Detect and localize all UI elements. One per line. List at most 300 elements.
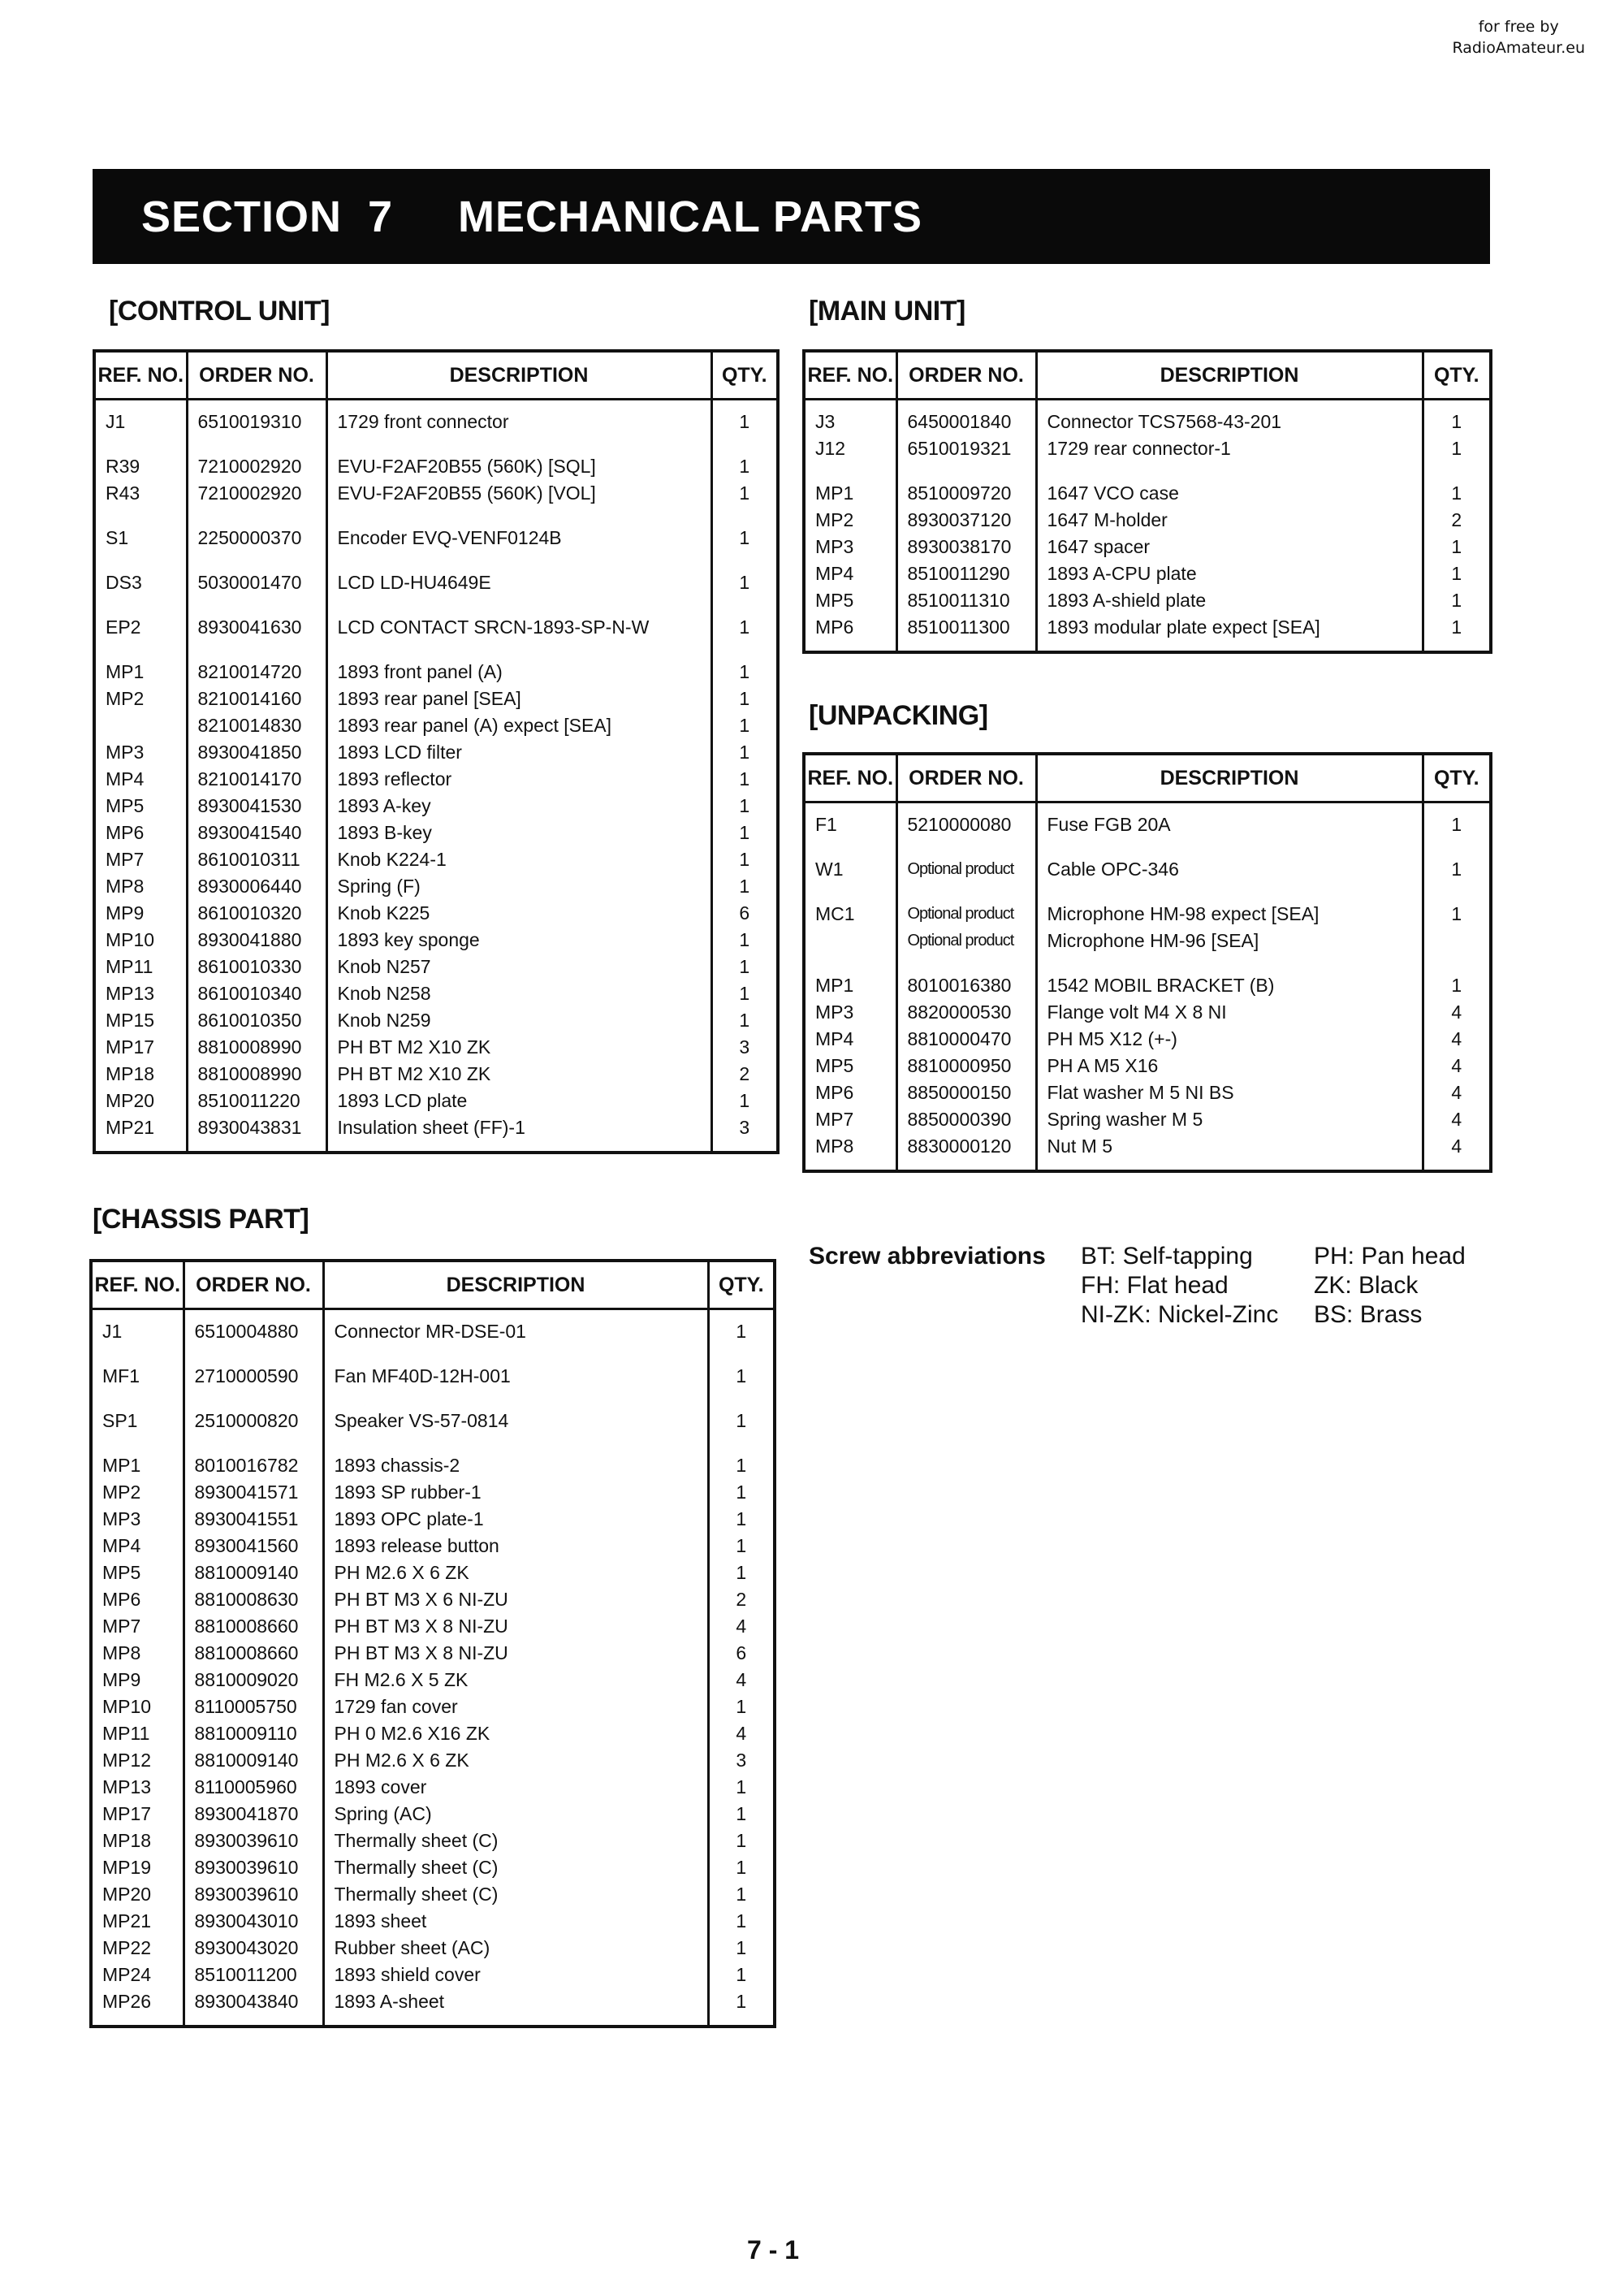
ref-no-cell: MP1 <box>91 1452 184 1479</box>
ref-no-cell: MF1 <box>91 1363 184 1390</box>
table-row <box>94 739 778 766</box>
order-no-cell: 8850000390 <box>896 1106 1036 1133</box>
qty-cell <box>1423 462 1491 480</box>
section-banner <box>93 169 1490 264</box>
ref-no-cell <box>804 954 896 972</box>
header-qty: QTY. <box>1423 351 1491 400</box>
order-no-cell: 8610010330 <box>187 954 326 980</box>
table-row <box>804 480 1491 507</box>
qty-cell: 1 <box>711 954 778 980</box>
ref-no-cell: MP5 <box>804 1053 896 1079</box>
table-row <box>91 1881 775 1908</box>
order-no-cell: 8010016380 <box>896 972 1036 999</box>
description-cell: Spring washer M 5 <box>1036 1106 1423 1133</box>
description-cell <box>326 507 711 525</box>
qty-cell <box>1423 838 1491 856</box>
qty-cell <box>708 1390 775 1408</box>
description-cell: Spring (AC) <box>323 1801 708 1828</box>
ref-no-cell: MP3 <box>91 1506 184 1533</box>
qty-cell: 1 <box>1423 480 1491 507</box>
description-cell: 1893 key sponge <box>326 927 711 954</box>
table-row <box>91 1747 775 1774</box>
description-cell: 1893 chassis-2 <box>323 1452 708 1479</box>
table-row <box>94 659 778 686</box>
qty-cell: 1 <box>711 686 778 712</box>
ref-no-cell <box>94 435 187 453</box>
qty-cell: 1 <box>708 1854 775 1881</box>
table-row <box>804 534 1491 560</box>
ref-no-cell: MP7 <box>804 1106 896 1133</box>
qty-cell: 1 <box>708 1774 775 1801</box>
qty-cell: 1 <box>1423 972 1491 999</box>
qty-cell: 1 <box>708 1988 775 2027</box>
table-row <box>91 1774 775 1801</box>
header-order-no: ORDER NO. <box>184 1261 323 1309</box>
order-no-cell: Optional product <box>896 856 1036 883</box>
order-no-cell: 8930041870 <box>184 1801 323 1828</box>
description-cell: Connector MR-DSE-01 <box>323 1309 708 1346</box>
description-cell: PH M2.6 X 6 ZK <box>323 1747 708 1774</box>
qty-cell: 1 <box>711 614 778 641</box>
table-spacer-row <box>94 596 778 614</box>
description-cell: Connector TCS7568-43-201 <box>1036 400 1423 436</box>
table-row <box>94 525 778 552</box>
table-row <box>91 1988 775 2027</box>
order-no-cell: 8610010340 <box>187 980 326 1007</box>
table-row <box>94 1088 778 1114</box>
order-no-cell: 8820000530 <box>896 999 1036 1026</box>
qty-cell: 1 <box>1423 534 1491 560</box>
qty-cell: 1 <box>708 1559 775 1586</box>
screw-abbreviations-title: Screw abbreviations <box>809 1243 1046 1270</box>
table-spacer-row <box>804 954 1491 972</box>
order-no-cell: 8930039610 <box>184 1881 323 1908</box>
description-cell: 1893 cover <box>323 1774 708 1801</box>
description-cell: Insulation sheet (FF)-1 <box>326 1114 711 1153</box>
ref-no-cell: MP6 <box>91 1586 184 1613</box>
qty-cell: 4 <box>708 1667 775 1694</box>
abbr-fh: FH: Flat head <box>1081 1272 1229 1299</box>
ref-no-cell: J3 <box>804 400 896 436</box>
description-cell: 1893 shield cover <box>323 1962 708 1988</box>
order-no-cell: 6510004880 <box>184 1309 323 1346</box>
table-row <box>804 802 1491 839</box>
table-row <box>91 1667 775 1694</box>
ref-no-cell: J1 <box>91 1309 184 1346</box>
table-row <box>91 1694 775 1720</box>
ref-no-cell: MP18 <box>94 1061 187 1088</box>
description-cell: Knob K225 <box>326 900 711 927</box>
description-cell: Speaker VS-57-0814 <box>323 1408 708 1434</box>
qty-cell: 1 <box>1423 856 1491 883</box>
main-unit-heading: [MAIN UNIT] <box>809 296 965 327</box>
ref-no-cell: MP21 <box>91 1908 184 1935</box>
description-cell: 1893 sheet <box>323 1908 708 1935</box>
ref-no-cell: MP4 <box>91 1533 184 1559</box>
table-header-row <box>804 754 1491 802</box>
qty-cell <box>711 641 778 659</box>
order-no-cell: 8930043840 <box>184 1988 323 2027</box>
table-spacer-row <box>94 552 778 569</box>
ref-no-cell: MP1 <box>94 659 187 686</box>
table-row <box>94 1114 778 1153</box>
order-no-cell <box>896 883 1036 901</box>
qty-cell: 3 <box>711 1114 778 1153</box>
description-cell: Microphone HM-96 [SEA] <box>1036 928 1423 954</box>
order-no-cell: 8010016782 <box>184 1452 323 1479</box>
order-no-cell <box>187 552 326 569</box>
description-cell: 1893 release button <box>323 1533 708 1559</box>
qty-cell: 1 <box>708 1452 775 1479</box>
table-row <box>91 1801 775 1828</box>
order-no-cell: 8810008990 <box>187 1061 326 1088</box>
table-row <box>94 686 778 712</box>
header-qty: QTY. <box>1423 754 1491 802</box>
table-row <box>804 1026 1491 1053</box>
ref-no-cell: EP2 <box>94 614 187 641</box>
header-description: DESCRIPTION <box>323 1261 708 1309</box>
ref-no-cell <box>804 838 896 856</box>
order-no-cell: 8510009720 <box>896 480 1036 507</box>
ref-no-cell <box>94 641 187 659</box>
page-number: 7 - 1 <box>747 2235 800 2265</box>
qty-cell: 4 <box>1423 1106 1491 1133</box>
order-no-cell: 8210014160 <box>187 686 326 712</box>
description-cell: 1893 rear panel (A) expect [SEA] <box>326 712 711 739</box>
ref-no-cell: MP1 <box>804 972 896 999</box>
ref-no-cell: MP24 <box>91 1962 184 1988</box>
description-cell: Thermally sheet (C) <box>323 1828 708 1854</box>
watermark-line-1: for free by <box>1478 18 1559 36</box>
ref-no-cell: MP15 <box>94 1007 187 1034</box>
order-no-cell <box>896 838 1036 856</box>
order-no-cell <box>187 507 326 525</box>
table-spacer-row <box>94 507 778 525</box>
table-spacer-row <box>94 641 778 659</box>
qty-cell: 1 <box>711 820 778 846</box>
ref-no-cell <box>94 552 187 569</box>
ref-no-cell: MP8 <box>91 1640 184 1667</box>
description-cell <box>326 641 711 659</box>
order-no-cell: 8810009140 <box>184 1747 323 1774</box>
table-row <box>94 873 778 900</box>
order-no-cell: 8930041560 <box>184 1533 323 1559</box>
order-no-cell: 8610010350 <box>187 1007 326 1034</box>
ref-no-cell: MP4 <box>804 1026 896 1053</box>
qty-cell: 1 <box>711 400 778 436</box>
ref-no-cell: MP17 <box>91 1801 184 1828</box>
table-row <box>94 569 778 596</box>
table-row <box>94 846 778 873</box>
table-row <box>91 1452 775 1479</box>
table-row <box>804 928 1491 954</box>
qty-cell: 1 <box>708 1533 775 1559</box>
qty-cell: 1 <box>1423 400 1491 436</box>
description-cell: Knob N259 <box>326 1007 711 1034</box>
ref-no-cell <box>94 507 187 525</box>
table-spacer-row <box>94 435 778 453</box>
table-row <box>91 1479 775 1506</box>
ref-no-cell: MP6 <box>94 820 187 846</box>
table-row <box>91 1613 775 1640</box>
order-no-cell: 8510011220 <box>187 1088 326 1114</box>
ref-no-cell: MP11 <box>94 954 187 980</box>
description-cell: Knob N257 <box>326 954 711 980</box>
header-order-no: ORDER NO. <box>187 351 326 400</box>
qty-cell: 1 <box>1423 560 1491 587</box>
qty-cell: 1 <box>708 1881 775 1908</box>
order-no-cell: 8110005960 <box>184 1774 323 1801</box>
ref-no-cell <box>804 462 896 480</box>
table-row <box>91 1935 775 1962</box>
ref-no-cell <box>94 596 187 614</box>
order-no-cell: 8810000470 <box>896 1026 1036 1053</box>
qty-cell <box>708 1434 775 1452</box>
header-description: DESCRIPTION <box>1036 754 1423 802</box>
ref-no-cell: MP13 <box>94 980 187 1007</box>
table-header-row <box>91 1261 775 1309</box>
table-row <box>94 1034 778 1061</box>
order-no-cell: 5210000080 <box>896 802 1036 839</box>
table-row <box>804 614 1491 652</box>
order-no-cell: 8210014170 <box>187 766 326 793</box>
qty-cell: 1 <box>711 712 778 739</box>
description-cell: LCD CONTACT SRCN-1893-SP-N-W <box>326 614 711 641</box>
description-cell <box>1036 954 1423 972</box>
description-cell: EVU-F2AF20B55 (560K) [VOL] <box>326 480 711 507</box>
order-no-cell: 8510011310 <box>896 587 1036 614</box>
table-row <box>804 1133 1491 1171</box>
order-no-cell: 7210002920 <box>187 453 326 480</box>
qty-cell: 3 <box>708 1747 775 1774</box>
table-spacer-row <box>91 1434 775 1452</box>
qty-cell: 4 <box>1423 1079 1491 1106</box>
abbr-ph: PH: Pan head <box>1314 1243 1466 1270</box>
qty-cell: 1 <box>708 1506 775 1533</box>
description-cell: Thermally sheet (C) <box>323 1881 708 1908</box>
table-row <box>94 927 778 954</box>
table-row <box>91 1559 775 1586</box>
order-no-cell: 8810000950 <box>896 1053 1036 1079</box>
qty-cell: 4 <box>1423 999 1491 1026</box>
qty-cell <box>1423 883 1491 901</box>
ref-no-cell: J12 <box>804 435 896 462</box>
qty-cell: 1 <box>711 480 778 507</box>
order-no-cell <box>896 462 1036 480</box>
description-cell <box>1036 883 1423 901</box>
abbr-bs: BS: Brass <box>1314 1301 1423 1328</box>
watermark <box>1452 16 1585 58</box>
header-description: DESCRIPTION <box>1036 351 1423 400</box>
description-cell: Thermally sheet (C) <box>323 1854 708 1881</box>
order-no-cell: 2250000370 <box>187 525 326 552</box>
table-row <box>804 972 1491 999</box>
table-row <box>91 1908 775 1935</box>
ref-no-cell: MP2 <box>804 507 896 534</box>
header-order-no: ORDER NO. <box>896 351 1036 400</box>
ref-no-cell <box>91 1390 184 1408</box>
description-cell: 1893 reflector <box>326 766 711 793</box>
ref-no-cell: MP3 <box>94 739 187 766</box>
table-spacer-row <box>91 1390 775 1408</box>
unpacking-heading: [UNPACKING] <box>809 700 988 731</box>
table-row <box>94 766 778 793</box>
ref-no-cell: MP2 <box>91 1479 184 1506</box>
description-cell: Fan MF40D-12H-001 <box>323 1363 708 1390</box>
description-cell: Encoder EVQ-VENF0124B <box>326 525 711 552</box>
qty-cell <box>711 435 778 453</box>
qty-cell: 1 <box>711 569 778 596</box>
description-cell: 1893 B-key <box>326 820 711 846</box>
qty-cell <box>708 1345 775 1363</box>
qty-cell: 1 <box>711 659 778 686</box>
control-unit-heading: [CONTROL UNIT] <box>109 296 330 327</box>
header-qty: QTY. <box>711 351 778 400</box>
qty-cell <box>1423 954 1491 972</box>
qty-cell: 1 <box>711 453 778 480</box>
ref-no-cell: MP10 <box>94 927 187 954</box>
qty-cell: 2 <box>708 1586 775 1613</box>
qty-cell: 1 <box>711 1007 778 1034</box>
description-cell: PH A M5 X16 <box>1036 1053 1423 1079</box>
header-ref-no: REF. NO. <box>804 351 896 400</box>
qty-cell: 1 <box>708 1801 775 1828</box>
description-cell <box>323 1390 708 1408</box>
qty-cell: 1 <box>711 927 778 954</box>
description-cell <box>323 1434 708 1452</box>
description-cell: Nut M 5 <box>1036 1133 1423 1171</box>
qty-cell: 4 <box>708 1720 775 1747</box>
table-spacer-row <box>804 883 1491 901</box>
table-row <box>91 1640 775 1667</box>
table-header-row <box>804 351 1491 400</box>
table-row <box>94 793 778 820</box>
table-row <box>91 1408 775 1434</box>
table-row <box>804 1079 1491 1106</box>
qty-cell: 1 <box>1423 435 1491 462</box>
table-row <box>94 900 778 927</box>
abbr-bt: BT: Self-tapping <box>1081 1243 1253 1270</box>
order-no-cell: 8810008990 <box>187 1034 326 1061</box>
description-cell: 1729 fan cover <box>323 1694 708 1720</box>
description-cell: Knob N258 <box>326 980 711 1007</box>
qty-cell: 4 <box>708 1613 775 1640</box>
table-row <box>91 1533 775 1559</box>
table-row <box>94 954 778 980</box>
qty-cell: 1 <box>711 980 778 1007</box>
description-cell: PH BT M3 X 8 NI-ZU <box>323 1640 708 1667</box>
ref-no-cell: MP5 <box>91 1559 184 1586</box>
ref-no-cell: MP11 <box>91 1720 184 1747</box>
description-cell: PH M5 X12 (+-) <box>1036 1026 1423 1053</box>
qty-cell: 1 <box>711 1088 778 1114</box>
ref-no-cell: F1 <box>804 802 896 839</box>
screw-abbreviations <box>809 1243 1507 1332</box>
order-no-cell: 8810008660 <box>184 1640 323 1667</box>
description-cell <box>326 552 711 569</box>
ref-no-cell: MP20 <box>94 1088 187 1114</box>
control-unit-table <box>93 349 780 1154</box>
header-qty: QTY. <box>708 1261 775 1309</box>
qty-cell: 1 <box>1423 614 1491 652</box>
order-no-cell: 8930041540 <box>187 820 326 846</box>
ref-no-cell: MP3 <box>804 534 896 560</box>
qty-cell: 6 <box>711 900 778 927</box>
qty-cell: 4 <box>1423 1053 1491 1079</box>
qty-cell <box>711 507 778 525</box>
ref-no-cell: MP7 <box>91 1613 184 1640</box>
order-no-cell: 8510011290 <box>896 560 1036 587</box>
description-cell <box>326 596 711 614</box>
qty-cell: 1 <box>711 525 778 552</box>
description-cell: 1893 A-sheet <box>323 1988 708 2027</box>
ref-no-cell: MP12 <box>91 1747 184 1774</box>
description-cell: LCD LD-HU4649E <box>326 569 711 596</box>
order-no-cell: 8930041880 <box>187 927 326 954</box>
ref-no-cell: MP6 <box>804 614 896 652</box>
table-row <box>94 614 778 641</box>
table-row <box>91 1363 775 1390</box>
qty-cell: 1 <box>708 1363 775 1390</box>
order-no-cell: 8930041530 <box>187 793 326 820</box>
ref-no-cell: MP8 <box>94 873 187 900</box>
description-cell: 1893 A-shield plate <box>1036 587 1423 614</box>
ref-no-cell: R43 <box>94 480 187 507</box>
header-order-no: ORDER NO. <box>896 754 1036 802</box>
description-cell: FH M2.6 X 5 ZK <box>323 1667 708 1694</box>
table-row <box>91 1828 775 1854</box>
table-row <box>94 1007 778 1034</box>
order-no-cell: 8930043020 <box>184 1935 323 1962</box>
qty-cell: 1 <box>1423 587 1491 614</box>
ref-no-cell: MP22 <box>91 1935 184 1962</box>
description-cell: Fuse FGB 20A <box>1036 802 1423 839</box>
description-cell: Microphone HM-98 expect [SEA] <box>1036 901 1423 928</box>
table-row <box>804 1106 1491 1133</box>
qty-cell: 1 <box>1423 901 1491 928</box>
qty-cell: 1 <box>711 793 778 820</box>
table-row <box>94 820 778 846</box>
order-no-cell <box>187 596 326 614</box>
qty-cell: 2 <box>711 1061 778 1088</box>
order-no-cell: 8930043010 <box>184 1908 323 1935</box>
ref-no-cell: S1 <box>94 525 187 552</box>
order-no-cell <box>184 1345 323 1363</box>
description-cell: 1893 LCD filter <box>326 739 711 766</box>
ref-no-cell: MP5 <box>94 793 187 820</box>
order-no-cell: 5030001470 <box>187 569 326 596</box>
description-cell <box>1036 838 1423 856</box>
order-no-cell: 8930041630 <box>187 614 326 641</box>
table-row <box>804 507 1491 534</box>
ref-no-cell <box>91 1434 184 1452</box>
order-no-cell: 8930041850 <box>187 739 326 766</box>
description-cell: 1729 front connector <box>326 400 711 436</box>
table-row <box>94 980 778 1007</box>
order-no-cell <box>896 954 1036 972</box>
watermark-line-2: RadioAmateur.eu <box>1452 39 1585 57</box>
description-cell: 1647 VCO case <box>1036 480 1423 507</box>
ref-no-cell: MP4 <box>804 560 896 587</box>
main-unit-table <box>802 349 1492 654</box>
order-no-cell: 8810008660 <box>184 1613 323 1640</box>
table-row <box>804 1053 1491 1079</box>
order-no-cell: 8610010311 <box>187 846 326 873</box>
table-row <box>94 1061 778 1088</box>
description-cell: 1647 spacer <box>1036 534 1423 560</box>
order-no-cell: 6510019310 <box>187 400 326 436</box>
description-cell: 1893 SP rubber-1 <box>323 1479 708 1506</box>
